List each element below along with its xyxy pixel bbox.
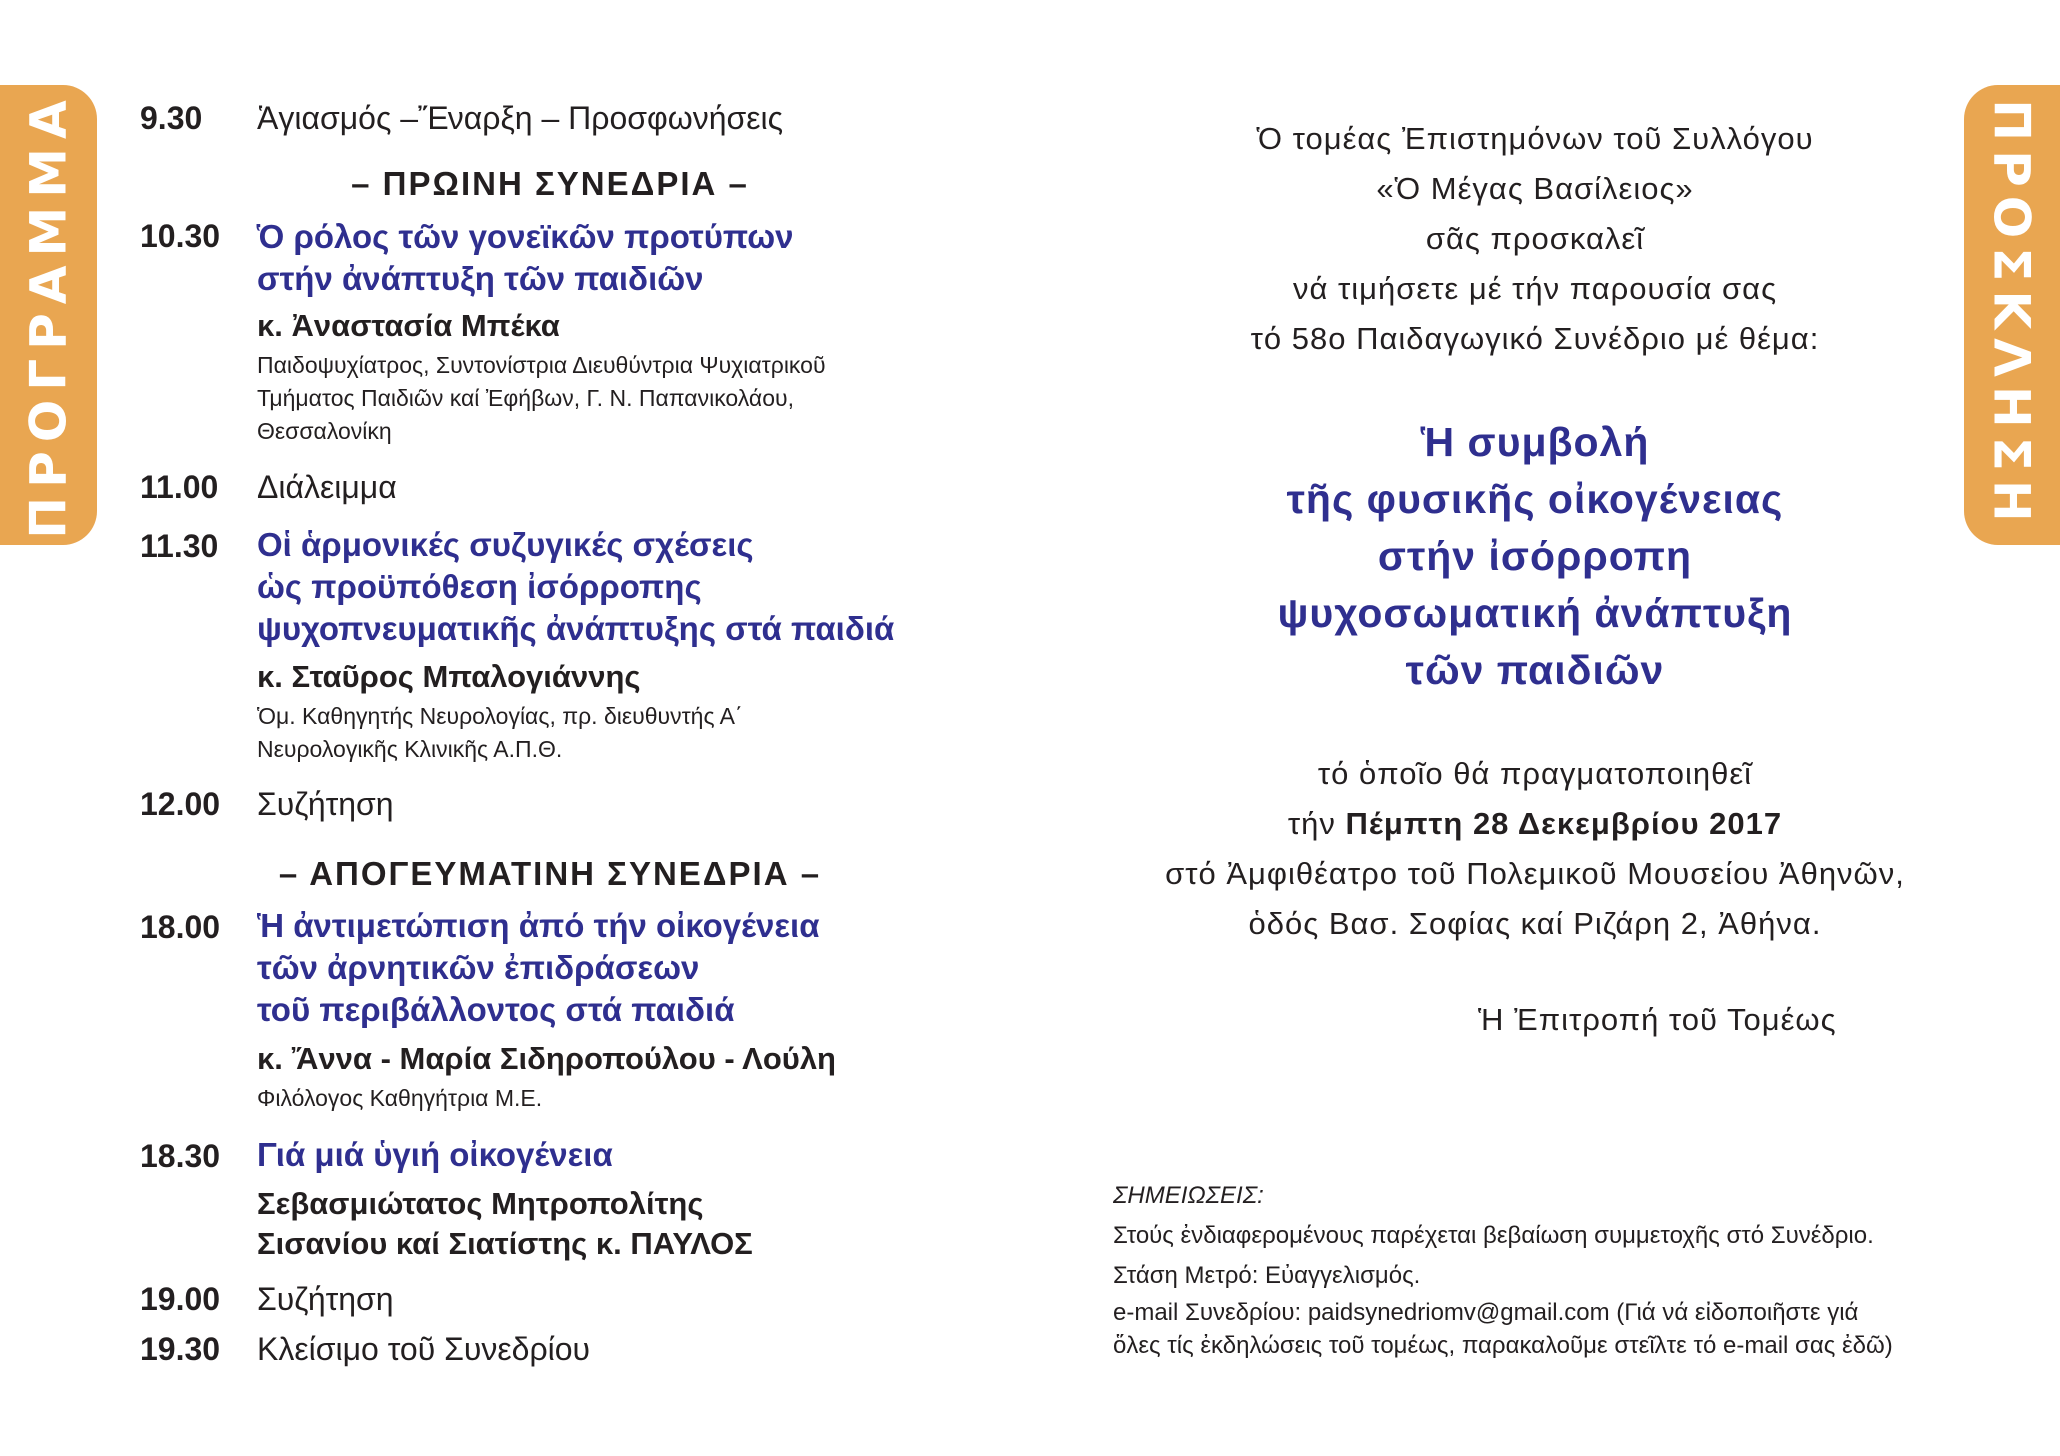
time: 18.30 [140,1138,221,1174]
talk-title-line: τοῦ περιβάλλοντος στά παιδιά [257,991,735,1028]
talk-title [257,524,894,650]
theme-line: Ἡ συμβολή [1420,419,1650,465]
description-line: Τμήματος Παιδιῶν καί Ἐφήβων, Γ. Ν. Παπανικολάου, [257,385,794,411]
theme-line: τῶν παιδιῶν [1405,647,1665,693]
notes-line: Στούς ἐνδιαφερομένους παρέχεται βεβαίωση συμμετοχῆς στό Συνέδριο. [1113,1222,1874,1249]
time: 18.00 [140,909,221,945]
session-title: – ΑΠΟΓΕΥΜΑΤΙΝΗ ΣΥΝΕΔΡΙΑ – [278,855,822,892]
talk-title-line: ὡς προϋπόθεση ἰσόρροπης [257,568,702,605]
item-text: Συζήτηση [257,786,394,822]
talk-title-line: Ἡ ἀντιμετώπιση ἀπό τήν οἰκογένεια [257,907,820,944]
time: 12.00 [140,786,221,822]
theme-line: τῆς φυσικῆς οἰκογένειας [1286,476,1784,522]
time: 11.00 [140,469,219,505]
invitation-tab-label: ΠΡΟΣΚΛΗΣΗ [1983,99,2042,531]
notes-section [1113,1176,2013,1362]
item-text: Συζήτηση [257,1281,394,1317]
program-tab [0,85,97,545]
item-text: Κλείσιμο τοῦ Συνεδρίου [257,1331,591,1367]
committee-signature: Ἡ Ἐπιτροπή τοῦ Τομέως [1478,1002,1837,1037]
speaker-line: Σισανίου καί Σιατίστης κ. ΠΑΥΛΟΣ [257,1226,753,1261]
speaker-line: Σεβασμιώτατος Μητροπολίτης [257,1186,704,1221]
talk-title [257,216,794,300]
venue-details [1090,749,1980,949]
description-line: Φιλόλογος Καθηγήτρια Μ.Ε. [257,1085,543,1111]
item-text: Ἁγιασμός –Ἔναρξη – Προσφωνήσεις [257,100,784,136]
invitation-intro [1090,114,1980,364]
congress-theme [1090,414,1980,699]
intro-line: νά τιμήσετε μέ τήν παρουσία σας [1292,271,1778,306]
notes-line: e-mail Συνεδρίου: paidsynedriomv@gmail.com (Γιά νά εἰδοποιῆστε γιά [1113,1299,1859,1326]
time: 10.30 [140,218,221,254]
date-prefix: τήν [1287,806,1346,841]
venue-line: τό ὁποῖο θά πραγματοποιηθεῖ [1317,756,1753,791]
intro-line: Ὁ τομέας Ἐπιστημόνων τοῦ Συλλόγου [1256,121,1814,156]
talk-title [257,1134,613,1176]
speaker [257,1184,753,1264]
description-line: Θεσσαλονίκη [257,418,392,444]
venue-line: στό Ἀμφιθέατρο τοῦ Πολεμικοῦ Μουσείου Ἀθηνῶν, [1165,856,1905,891]
speaker: κ. Σταῦρος Μπαλογιάννης [257,659,641,694]
theme-line: στήν ἰσόρροπη [1377,533,1693,579]
time: 11.30 [140,528,219,564]
talk-title-line: ψυχοπνευματικῆς ἀνάπτυξης στά παιδιά [257,610,895,647]
speaker-description [257,1082,542,1115]
time: 19.30 [140,1331,221,1367]
intro-line: «Ὁ Μέγας Βασίλειος» [1376,171,1694,206]
talk-title-line: στήν ἀνάπτυξη τῶν παιδιῶν [257,260,704,297]
description-line: Ὁμ. Καθηγητής Νευρολογίας, πρ. διευθυντής Α΄ [257,703,743,729]
date-line [1090,799,1980,849]
intro-line: τό 58ο Παιδαγωγικό Συνέδριο μέ θέμα: [1250,321,1820,356]
event-date: Πέμπτη 28 Δεκεμβρίου 2017 [1345,806,1783,841]
description-line: Νευρολογικῆς Κλινικῆς Α.Π.Θ. [257,736,563,762]
description-line: Παιδοψυχίατρος, Συντονίστρια Διευθύντρια Ψυχιατρικοῦ [257,352,826,378]
talk-title-line: Οἱ ἁρμονικές συζυγικές σχέσεις [257,526,754,563]
time: 19.00 [140,1281,221,1317]
talk-title-line: Ὁ ρόλος τῶν γονεϊκῶν προτύπων [257,218,794,255]
talk-title-line: τῶν ἀρνητικῶν ἐπιδράσεων [257,949,700,986]
venue-line: ὁδός Βασ. Σοφίας καί Ριζάρη 2, Ἀθήνα. [1248,906,1822,941]
intro-line: σᾶς προσκαλεῖ [1425,221,1645,256]
speaker: κ. Ἄννα - Μαρία Σιδηροπούλου - Λούλη [257,1041,836,1076]
theme-line: ψυχοσωματική ἀνάπτυξη [1277,590,1793,636]
talk-title-line: Γιά μιά ὑγιή οἰκογένεια [257,1136,613,1173]
talk-title [257,905,820,1031]
session-title: – ΠΡΩΙΝΗ ΣΥΝΕΔΡΙΑ – [351,165,749,202]
item-text: Διάλειμμα [257,469,397,505]
notes-line: ὅλες τίς ἐκδηλώσεις τοῦ τομέως, παρακαλοῦμε στεῖλτε τό e-mail σας ἐδῶ) [1113,1332,1893,1359]
program-tab-label: ΠΡΟΓΡΑΜΜΑ [19,91,78,539]
time: 9.30 [140,100,203,136]
notes-heading: ΣΗΜΕΙΩΣΕΙΣ: [1113,1182,1264,1209]
notes-line: Στάση Μετρό: Εὐαγγελισμός. [1113,1262,1421,1289]
speaker-description [257,349,826,448]
speaker-description [257,700,743,766]
speaker: κ. Ἀναστασία Μπέκα [257,308,560,343]
